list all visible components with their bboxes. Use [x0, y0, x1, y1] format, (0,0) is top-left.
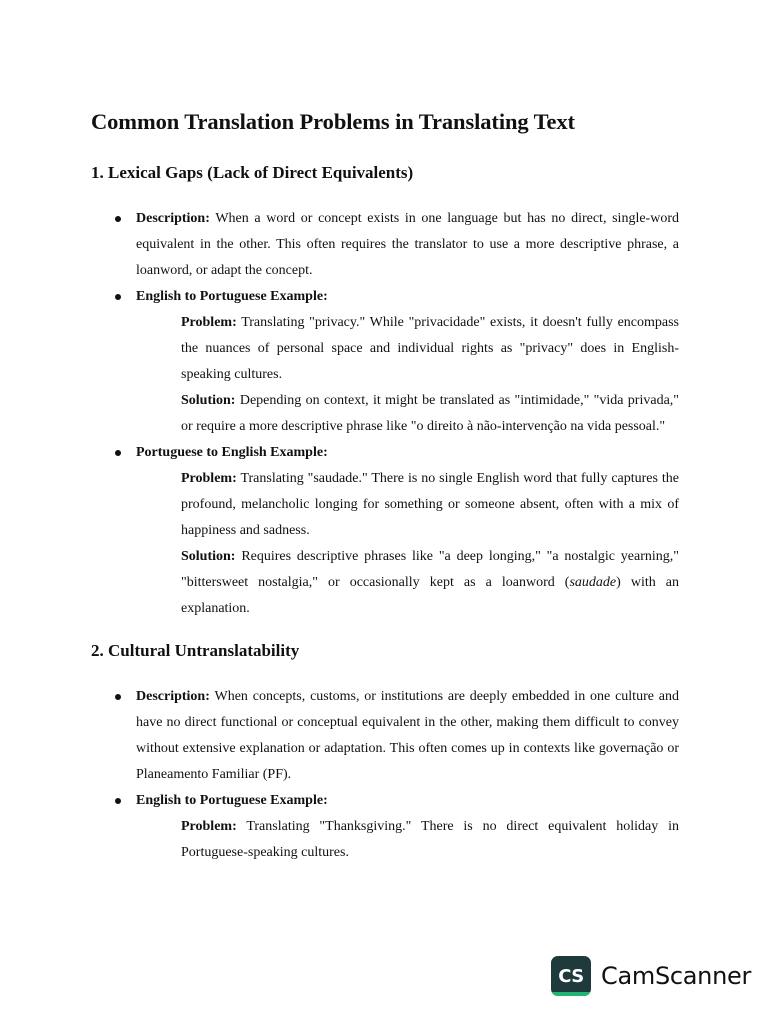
example-problem — [181, 466, 679, 544]
solution-text: Depending on context, it might be translated as "intimidade," "vida privada," or require a more descriptive phrase like "o direito à não-intervenção na vida pessoal." — [181, 393, 680, 434]
problem-text: Translating "saudade." There is no single English word that fully captures the profound, melancholic longing for something or someone absent, often with a mix of happiness and sadness. — [181, 471, 680, 538]
description-text: When a word or concept exists in one language but has no direct, single-word equivalent in the other. This often requires the translator to use a more descriptive phrase, a loanword, or adapt the concept. — [136, 211, 679, 278]
example-label: English to Portuguese Example: — [136, 793, 328, 808]
solution-text-end: ) with an explanation. — [181, 575, 679, 616]
brand-name: CamScanner — [601, 962, 752, 990]
section-list — [91, 206, 679, 310]
section-heading-cultural-untranslatability: 2. Cultural Untranslatability — [91, 641, 300, 660]
document-page — [91, 104, 679, 866]
description-item — [91, 206, 679, 284]
example-heading-item — [91, 440, 679, 466]
logo-text: CS — [558, 965, 584, 987]
example-solution — [181, 388, 679, 440]
bullet-icon — [115, 694, 121, 700]
camscanner-logo-icon — [551, 956, 591, 996]
description-label: Description: — [136, 689, 210, 704]
bullet-icon — [115, 294, 121, 300]
example-label: Portuguese to English Example: — [136, 445, 328, 460]
problem-label: Problem: — [181, 471, 237, 486]
example-problem — [181, 310, 679, 388]
example-label: English to Portuguese Example: — [136, 289, 328, 304]
document-title: Common Translation Problems in Translating Text — [91, 109, 575, 134]
bullet-icon — [115, 216, 121, 222]
example-solution — [181, 544, 679, 622]
loanword-text: saudade — [569, 575, 617, 590]
example-heading-item — [91, 788, 679, 814]
problem-text: Translating "Thanksgiving." There is no direct equivalent holiday in Portuguese-speaking cultures. — [181, 819, 680, 860]
description-text: When concepts, customs, or institutions are deeply embedded in one culture and have no direct functional or conceptual equivalent in the other, making them difficult to convey without extensive explanation or adaptation. This often comes up in contexts like governação or Planeamento Familiar (PF). — [136, 689, 679, 782]
logo-accent-bar — [551, 992, 591, 996]
example-problem — [181, 814, 679, 866]
example-heading-item — [91, 284, 679, 310]
problem-label: Problem: — [181, 819, 237, 834]
camscanner-watermark — [551, 955, 751, 997]
bullet-icon — [115, 450, 121, 456]
section-heading-lexical-gaps: 1. Lexical Gaps (Lack of Direct Equivalents) — [91, 163, 414, 182]
solution-text: Requires descriptive phrases like "a deep longing," "a nostalgic yearning," "bittersweet nostalgia," or occasionally kept as a loanword ( — [181, 549, 680, 590]
description-item — [91, 684, 679, 788]
solution-label: Solution: — [181, 393, 236, 408]
problem-label: Problem: — [181, 315, 237, 330]
description-label: Description: — [136, 211, 210, 226]
bullet-icon — [115, 798, 121, 804]
section-list — [91, 440, 679, 466]
section-list — [91, 684, 679, 814]
problem-text: Translating "privacy." While "privacidade" exists, it doesn't fully encompass the nuances of personal space and individual rights as "privacy" does in English-speaking cultures. — [181, 315, 679, 382]
solution-label: Solution: — [181, 549, 236, 564]
